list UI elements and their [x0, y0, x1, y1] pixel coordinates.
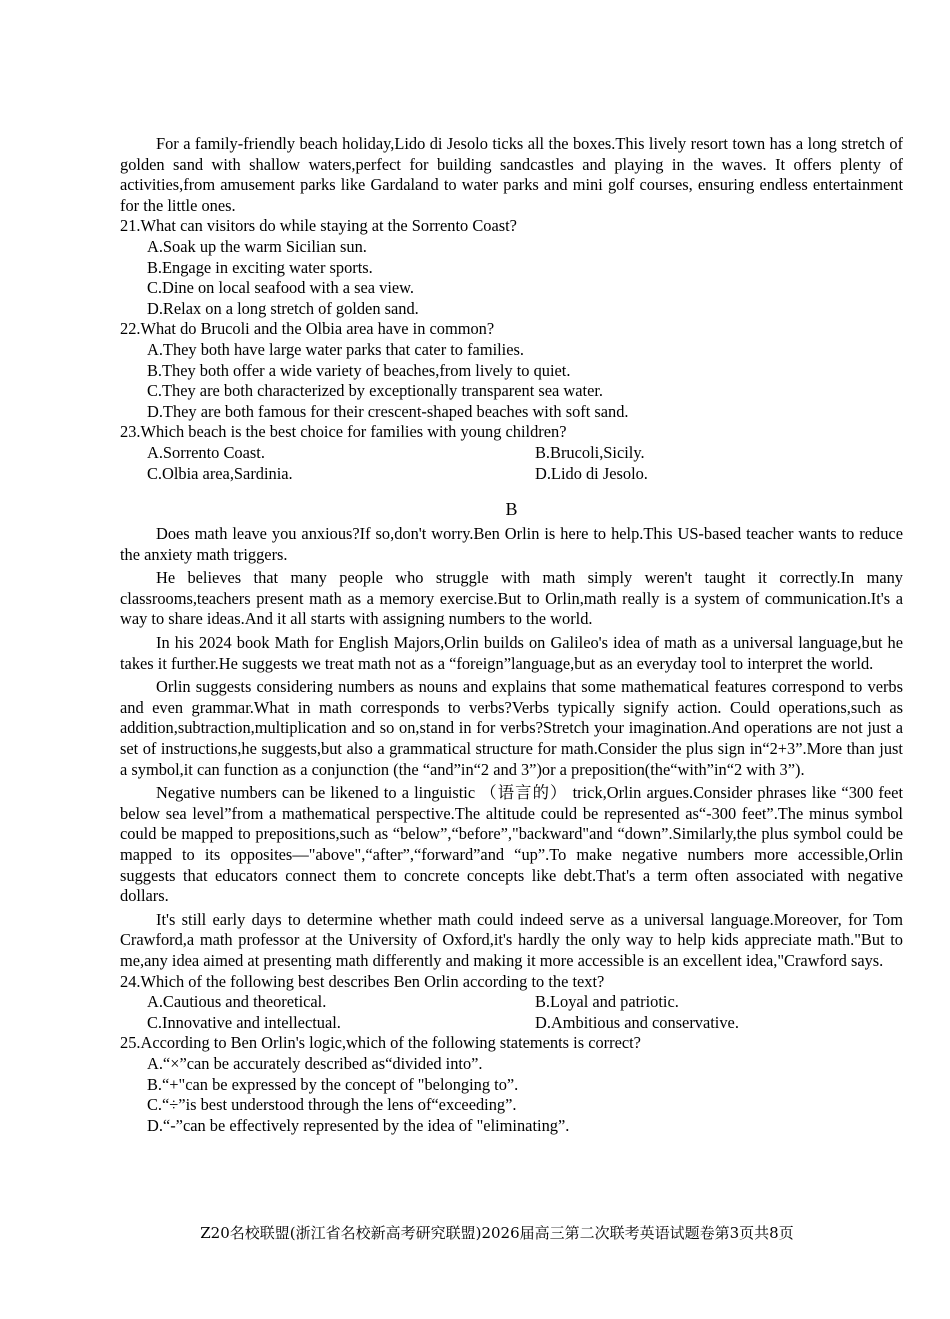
question-24-option-a: A.Cautious and theoretical. — [147, 992, 327, 1012]
section-b-heading: B — [505, 499, 518, 520]
question-21-option-c: C.Dine on local seafood with a sea view. — [147, 278, 415, 298]
passage-b-paragraph-5: Negative numbers can be likened to a linguistic （语言的） trick,Orlin argues.Consider phrases like “300 feet below sea level”from a mathematical perspective.The altitude could be represented as“-300 feet”.The minus symbol could be mapped to prepositions,such as “below”,“before”,"backward"and “down”.Similarly,the plus symbol could be mapped to its opposites—"above",“after”,“forward”and “up”.To make negative numbers more accessible,Orlin suggests that educators connect them to concrete concepts like debt.That's a term often associated with negative dollars. — [120, 783, 903, 906]
question-21 — [120, 216, 903, 319]
question-24-options-row-2 — [147, 1013, 903, 1034]
question-24 — [120, 972, 903, 1034]
page-content — [120, 134, 903, 1136]
question-23-option-d: D.Lido di Jesolo. — [535, 463, 648, 483]
question-22-option-b: B.They both offer a wide variety of beaches,from lively to quiet. — [147, 360, 571, 380]
question-23-option-a: A.Sorrento Coast. — [147, 442, 265, 462]
question-21-stem: 21.What can visitors do while staying at the Sorrento Coast? — [120, 216, 517, 236]
question-23-option-c: C.Olbia area,Sardinia. — [147, 463, 293, 483]
question-25-option-a: A.“×”can be accurately described as“divided into”. — [147, 1053, 483, 1073]
question-25-option-d: D.“-”can be effectively represented by the idea of "eliminating”. — [147, 1115, 570, 1135]
question-24-option-b: B.Loyal and patriotic. — [535, 992, 679, 1012]
question-23-options-row-2 — [147, 464, 903, 485]
passage-a-final-paragraph: For a family-friendly beach holiday,Lido di Jesolo ticks all the boxes.This lively resort town has a long stretch of golden sand with shallow waters,perfect for building sandcastles and playing in the waves. It offers plenty of activities,from amusement parks like Gardaland to water parks and mini golf courses, ensuring endless entertainment for the little ones. — [120, 134, 903, 215]
question-21-option-b: B.Engage in exciting water sports. — [147, 257, 373, 277]
passage-b-paragraph-3: In his 2024 book Math for English Majors,Orlin builds on Galileo's idea of math as a universal language,but he takes it further.He suggests we treat math not as a “foreign”language,but as an everyday tool to interpret the world. — [120, 633, 903, 673]
question-23-stem: 23.Which beach is the best choice for families with young children? — [120, 422, 567, 442]
question-25-option-b: B.“+"can be expressed by the concept of "belonging to”. — [147, 1074, 519, 1094]
question-22-stem: 22.What do Brucoli and the Olbia area have in common? — [120, 319, 495, 339]
question-23-option-b: B.Brucoli,Sicily. — [535, 442, 645, 462]
passage-b-paragraph-4: Orlin suggests considering numbers as nouns and explains that some mathematical features correspond to verbs and even grammar.What in math corresponds to verbs?Verbs typically signify action. Could operations,such as addition,subtraction,multiplication and so on,stand in for verbs?Stretch your imagination.And operations are not just a set of instructions,he suggests,but also a grammatical structure for math.Consider the plus sign in“2+3”.More than just a symbol,it can function as a conjunction (the “and”in“2 and 3”)or a preposition(the“with”in“2 with 3”). — [120, 677, 903, 779]
question-21-option-d: D.Relax on a long stretch of golden sand. — [147, 298, 419, 318]
question-22-option-c: C.They are both characterized by exceptionally transparent sea water. — [147, 381, 603, 401]
question-24-option-c: C.Innovative and intellectual. — [147, 1012, 341, 1032]
question-24-stem: 24.Which of the following best describes Ben Orlin according to the text? — [120, 971, 605, 991]
passage-b-paragraph-2: He believes that many people who struggle with math simply weren't taught it correctly.In many classrooms,teachers present math as a memory exercise.But to Orlin,math really is a system of communication.It's a way to share ideas.And it all starts with assigning numbers to the world. — [120, 568, 903, 629]
question-24-options-row-1 — [147, 992, 903, 1013]
question-22 — [120, 319, 903, 422]
question-22-option-a: A.They both have large water parks that cater to families. — [147, 339, 524, 359]
passage-b-paragraph-1: Does math leave you anxious?If so,don't worry.Ben Orlin is here to help.This US-based teacher wants to reduce the anxiety math triggers. — [120, 524, 903, 564]
question-24-option-d: D.Ambitious and conservative. — [535, 1012, 739, 1032]
question-25-stem: 25.According to Ben Orlin's logic,which of the following statements is correct? — [120, 1033, 641, 1053]
question-25 — [120, 1033, 903, 1136]
question-23 — [120, 422, 903, 484]
question-22-option-d: D.They are both famous for their crescent-shaped beaches with soft sand. — [147, 401, 629, 421]
question-25-option-c: C.“÷”is best understood through the lens of“exceeding”. — [147, 1095, 517, 1115]
passage-b-paragraph-6: It's still early days to determine whether math could indeed serve as a universal language.Moreover, for Tom Crawford,a math professor at the University of Oxford,it's hardly the only way to help kids appreciate math."But to me,any idea aimed at presenting math differently and making it more accessible is an excellent idea,"Crawford says. — [120, 909, 903, 970]
question-23-options-row-1 — [147, 443, 903, 464]
question-21-option-a: A.Soak up the warm Sicilian sun. — [147, 236, 367, 256]
page-footer: Z20名校联盟(浙江省名校新高考研究联盟)2026届高三第二次联考英语试题卷第3页共8页 — [200, 1224, 794, 1242]
